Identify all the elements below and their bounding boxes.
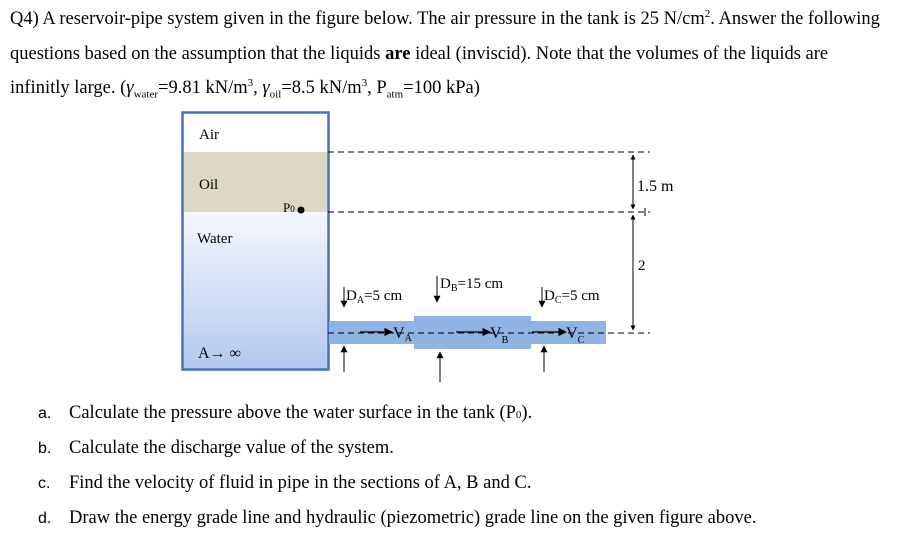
- air-label: Air: [199, 127, 219, 143]
- dc-label: $D_C=5$ cm: [544, 288, 600, 306]
- vc-label: $V_C$: [566, 325, 585, 346]
- oil-label: Oil: [199, 177, 219, 193]
- question-marker: a.: [38, 405, 52, 422]
- question-b: b. Calculate the discharge value of the system.: [38, 433, 888, 468]
- vb-label: $V_B$: [490, 325, 509, 346]
- p0-point: [298, 207, 305, 214]
- question-marker: c.: [38, 475, 51, 492]
- height-label-2: 2: [638, 258, 646, 274]
- question-c: c. Find the velocity of fluid in pipe in the sections of A, B and C.: [38, 468, 888, 503]
- area-label: A→ ∞: [198, 345, 241, 362]
- question-a: a. Calculate the pressure above the water surface in the tank (P0).: [38, 398, 888, 433]
- db-label: $D_B=15$ cm: [440, 276, 504, 294]
- water-label: Water: [197, 231, 233, 247]
- question-d: d. Draw the energy grade line and hydraulic (piezometric) grade line on the given figure above.: [38, 503, 888, 538]
- question-marker: d.: [38, 510, 52, 527]
- va-label: VA: [393, 325, 412, 344]
- gamma-symbol: γ: [126, 78, 134, 98]
- da-label: $D_A=5$ cm: [346, 288, 403, 306]
- emphasis-are: are: [385, 43, 411, 64]
- problem-number: Q4): [10, 9, 39, 29]
- question-marker: b.: [38, 440, 52, 457]
- problem-statement: Q4) A reservoir-pipe system given in the figure below. The air pressure in the tank is 25 $N/cm^2$. Answer the following questions based on the assumption that the liquids are ideal (inviscid). Note that the volumes of the liquids are infinitly large. ($\gamma_{water}=9.81$ $kN/m^3$, $\gamma_{oil}=8.5$ $kN/m^3$, $P_{atm}=100$ kPa): [10, 7, 880, 101]
- question-list: [38, 398, 888, 538]
- height-label-1: 1.5 m: [637, 178, 674, 195]
- p0-label: P0: [283, 200, 295, 215]
